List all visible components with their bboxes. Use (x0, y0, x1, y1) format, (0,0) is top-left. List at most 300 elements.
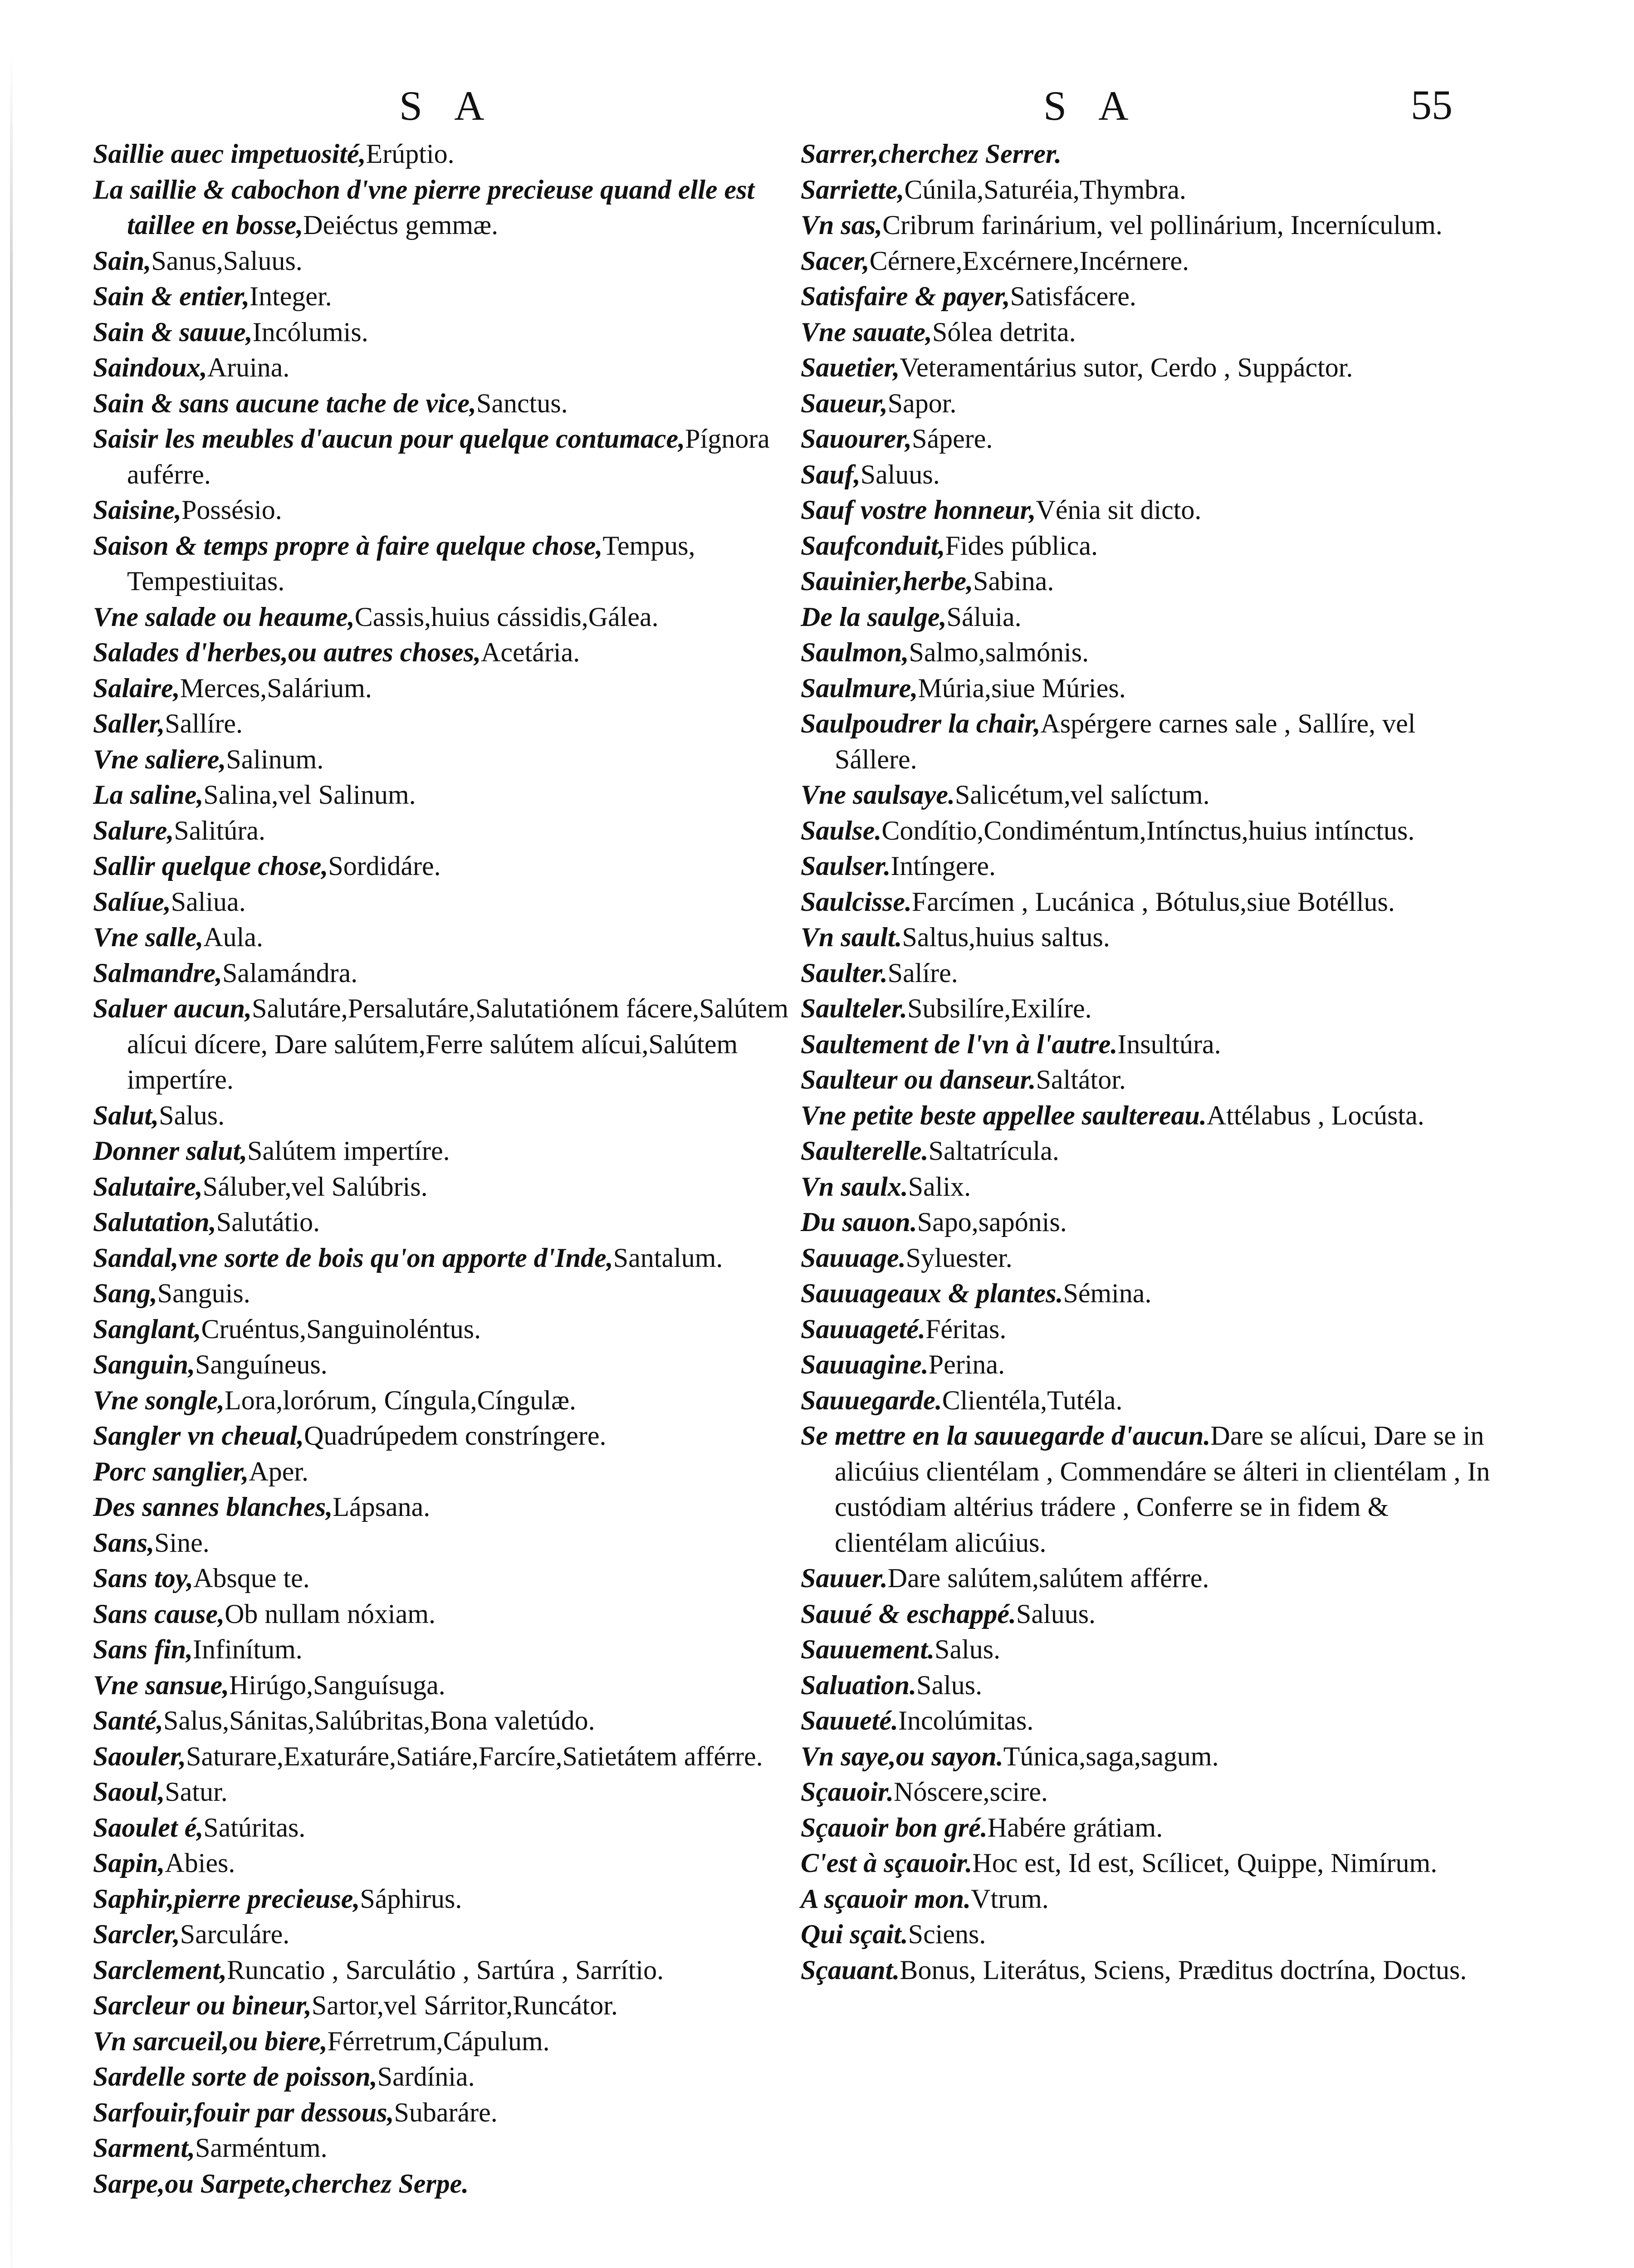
dictionary-entry (801, 1774, 1504, 1810)
dictionary-entry (801, 528, 1504, 564)
dictionary-entry (801, 421, 1504, 457)
dictionary-entry (93, 1810, 792, 1846)
entry-translation: Salix. (908, 1171, 971, 1202)
entry-translation: Sáluber,vel Salúbris. (202, 1171, 428, 1202)
dictionary-entry (93, 1204, 792, 1240)
dictionary-entry (801, 314, 1504, 350)
dictionary-entry (93, 670, 792, 706)
entry-headword: Saindoux, (93, 352, 207, 382)
entry-translation: Cribrum farinárium, vel pollinárium, Incernículum. (882, 210, 1443, 240)
entry-translation: Nóscere,scire. (894, 1777, 1048, 1807)
entry-headword: Saoulet é, (93, 1812, 204, 1843)
entry-translation: Lápsana. (333, 1492, 431, 1522)
dictionary-entry (93, 1845, 792, 1881)
entry-headword: Sans, (93, 1527, 155, 1558)
entry-translation: Aula. (203, 922, 263, 952)
entry-translation: Tempus, Tempestiuitas. (127, 530, 695, 596)
entry-translation: Sáluia. (946, 601, 1022, 632)
entry-translation: Saltatrícula. (928, 1136, 1059, 1166)
entry-translation: Runcatio , Sarculátio , Sartúra , Sarrítio. (227, 1955, 664, 1985)
entry-translation: Salus. (159, 1100, 225, 1130)
entry-headword: Saufconduit, (801, 530, 945, 561)
dictionary-entry (93, 919, 792, 955)
entry-headword: Sardelle sorte de poisson, (93, 2062, 377, 2092)
entry-translation: Condítio,Condiméntum,Intínctus,huius intínctus. (881, 815, 1415, 846)
entry-translation: Vénia sit dicto. (1036, 495, 1202, 525)
entry-headword: Saluation. (801, 1670, 917, 1700)
entry-headword: Sain & sauue, (93, 317, 253, 347)
dictionary-entry (801, 457, 1504, 493)
dictionary-entry (93, 2059, 792, 2095)
entry-translation: Sine. (154, 1527, 210, 1558)
entry-translation: Aruina. (207, 352, 290, 382)
entry-translation: Intíngere. (890, 851, 996, 881)
entry-headword: Sauuement. (801, 1634, 935, 1664)
entry-translation: Bonus, Literátus, Sciens, Præditus doctrína, Doctus. (900, 1955, 1467, 1985)
entry-translation: Sápere. (912, 424, 993, 454)
entry-headword: Sauuageté. (801, 1314, 926, 1344)
dictionary-entry (801, 1810, 1504, 1846)
entry-translation: Sanguíneus. (195, 1349, 328, 1379)
entry-headword: Vne saulsaye. (801, 780, 955, 810)
entry-translation: Sémina. (1063, 1278, 1152, 1308)
entry-headword: Sangler vn cheual, (93, 1421, 304, 1451)
dictionary-entry (801, 991, 1504, 1026)
entry-headword: Qui sçait. (801, 1919, 908, 1949)
entry-headword: Vne sauate, (801, 317, 933, 347)
entry-translation: Deiéctus gemmæ. (303, 210, 499, 240)
entry-headword: Sans toy, (93, 1563, 194, 1593)
entry-headword: Sain & entier, (93, 281, 250, 311)
entry-translation: Satisfácere. (1010, 281, 1136, 311)
entry-translation: Salus. (916, 1670, 983, 1700)
entry-translation: Subaráre. (394, 2097, 498, 2127)
entry-headword: Sanguin, (93, 1349, 196, 1379)
dictionary-entry (93, 350, 792, 386)
entry-headword: Saluer aucun, (93, 993, 252, 1023)
entry-headword: Donner salut, (93, 1136, 248, 1166)
dictionary-entry (801, 670, 1504, 706)
dictionary-entry (801, 563, 1504, 599)
entry-headword: Sauuage. (801, 1242, 906, 1273)
entry-headword: De la saulge, (801, 601, 947, 632)
entry-translation: Salina,vel Salinum. (203, 780, 416, 810)
entry-translation: Salíre. (887, 958, 958, 988)
dictionary-entry (801, 955, 1504, 991)
entry-translation: Féritas. (925, 1314, 1007, 1344)
dictionary-entry (801, 1311, 1504, 1347)
entry-translation: Salutátio. (216, 1207, 320, 1237)
entry-translation: Dare salútem,salútem afférre. (887, 1563, 1209, 1593)
dictionary-entry (801, 136, 1504, 172)
dictionary-entry (93, 1383, 792, 1418)
dictionary-entry (801, 1596, 1504, 1632)
dictionary-entry (93, 1703, 792, 1739)
entry-headword: A sçauoir mon. (801, 1883, 971, 1914)
dictionary-entry (93, 1525, 792, 1561)
entry-translation: Hoc est, Id est, Scílicet, Quippe, Nimírum. (972, 1848, 1438, 1878)
entry-headword: Sçauoir bon gré. (801, 1812, 988, 1843)
entry-translation: Absque te. (193, 1563, 310, 1593)
page-number: 55 (1411, 82, 1453, 128)
entry-translation: Subsilíre,Exilíre. (907, 993, 1092, 1023)
entry-translation: Dare se alícui, Dare se in alicúius clientélam , Commendáre se álteri in clientélam , In custódiam altérius trádere , Conferre se in fidem & clientélam alicúius. (835, 1421, 1490, 1558)
dictionary-entry (93, 243, 792, 279)
entry-translation: Lora,lorórum, Cíngula,Cíngulæ. (225, 1385, 576, 1415)
entry-headword: Sapin, (93, 1848, 165, 1878)
entry-headword: Sauuageaux & plantes. (801, 1278, 1063, 1308)
entry-translation: Sanguis. (157, 1278, 250, 1308)
dictionary-entry (801, 1347, 1504, 1383)
entry-translation: Incolúmitas. (898, 1706, 1034, 1735)
entry-translation: Sallíre. (165, 709, 243, 738)
entry-translation: Possésio. (181, 495, 282, 525)
entry-headword: Salutation, (93, 1207, 216, 1237)
entry-headword: Saulteler. (801, 993, 908, 1023)
entry-headword: Saulse. (801, 815, 882, 846)
entry-headword: Sarcler, (93, 1919, 180, 1949)
entry-translation: Salus. (934, 1634, 1001, 1664)
dictionary-column-left (93, 136, 792, 2201)
dictionary-entry (93, 492, 792, 528)
entry-translation: Clientéla,Tutéla. (942, 1385, 1123, 1415)
entry-headword: Du sauon. (801, 1207, 917, 1237)
entry-headword: Vn sas, (801, 210, 883, 240)
dictionary-entry (93, 421, 792, 492)
entry-headword: Vne salle, (93, 922, 204, 952)
dictionary-entry (93, 2024, 792, 2059)
entry-headword: Saulteur ou danseur. (801, 1065, 1036, 1095)
dictionary-entry (801, 492, 1504, 528)
entry-headword: Saillie auec impetuosité, (93, 139, 366, 169)
entry-headword: Sauuegarde. (801, 1385, 942, 1415)
entry-headword: Sauourer, (801, 424, 912, 454)
entry-headword: Vne salade ou heaume, (93, 601, 355, 632)
dictionary-entry (93, 813, 792, 849)
entry-headword: C'est à sçauoir. (801, 1848, 973, 1878)
dictionary-entry (801, 386, 1504, 421)
entry-translation: Satúritas. (203, 1812, 306, 1843)
dictionary-entry (801, 1276, 1504, 1311)
entry-headword: Saphir,pierre precieuse, (93, 1883, 360, 1914)
page-edge-shadow (10, 54, 13, 2268)
entry-headword: Salure, (93, 815, 174, 846)
entry-headword: Des sannes blanches, (93, 1492, 333, 1522)
entry-headword: Saulmon, (801, 637, 909, 667)
entry-translation: Salinum. (226, 744, 324, 774)
entry-headword: Sauuer. (801, 1563, 888, 1593)
entry-headword: Sarment, (93, 2133, 196, 2163)
entry-headword: Sçauant. (801, 1955, 900, 1985)
dictionary-entry (801, 279, 1504, 314)
entry-translation: Saltus,huius saltus. (902, 922, 1110, 952)
entry-translation: Fides pública. (945, 530, 1098, 561)
dictionary-entry (801, 1916, 1504, 1952)
entry-translation: Sciens. (908, 1919, 986, 1949)
dictionary-entry (93, 2166, 792, 2202)
entry-translation: Insultúra. (1117, 1029, 1221, 1059)
entry-headword: Sauf, (801, 459, 861, 489)
dictionary-entry (93, 1347, 792, 1383)
dictionary-entry (801, 777, 1504, 813)
dictionary-entry (93, 1133, 792, 1169)
entry-translation: Quadrúpedem constríngere. (304, 1421, 607, 1451)
entry-translation: Sanctus. (476, 388, 568, 418)
entry-translation: Incólumis. (252, 317, 368, 347)
entry-headword: Sauueté. (801, 1706, 899, 1735)
dictionary-entry (801, 243, 1504, 279)
entry-translation: Salitúra. (174, 815, 266, 846)
dictionary-entry (93, 706, 792, 742)
entry-headword: Sang, (93, 1278, 157, 1308)
dictionary-entry (801, 1098, 1504, 1134)
entry-headword: Vn sault. (801, 922, 902, 952)
entry-headword: Vne sansue, (93, 1670, 230, 1700)
entry-headword: Saisine, (93, 495, 182, 525)
dictionary-entry (93, 955, 792, 991)
entry-headword: Saulterelle. (801, 1136, 929, 1166)
entry-translation: Múria,siue Múries. (918, 673, 1126, 703)
dictionary-entry (801, 1418, 1504, 1560)
entry-headword: Vn saye,ou sayon. (801, 1741, 1003, 1771)
entry-headword: Salíue, (93, 886, 171, 917)
entry-headword: Sauetier, (801, 352, 900, 382)
entry-translation: Saliua. (171, 886, 246, 917)
entry-translation: Infinítum. (193, 1634, 303, 1664)
dictionary-entry (93, 1632, 792, 1667)
dictionary-entry (801, 1383, 1504, 1418)
entry-translation: Habére grátiam. (987, 1812, 1163, 1843)
dictionary-entry (801, 1026, 1504, 1062)
dictionary-entry (93, 2095, 792, 2131)
running-head-left: SA (399, 83, 516, 129)
entry-headword: Saulter. (801, 958, 888, 988)
entry-headword: Saoul, (93, 1777, 165, 1807)
dictionary-entry (93, 991, 792, 1098)
entry-translation: Salmo,salmónis. (909, 637, 1089, 667)
running-head-right: SA (1043, 83, 1160, 129)
entry-translation: Salutáre,Persalutáre,Salutatiónem fácere,Salútem alícui dícere, Dare salútem,Ferre salútem alícui,Salútem impertíre. (127, 993, 789, 1095)
dictionary-entry (93, 599, 792, 635)
dictionary-entry (93, 1916, 792, 1952)
entry-translation: Férretrum,Cápulum. (327, 2026, 550, 2056)
dictionary-entry (801, 1133, 1504, 1169)
entry-translation: Aspérgere carnes sale , Sallíre, vel Sállere. (835, 709, 1416, 774)
entry-translation: Sólea detrita. (932, 317, 1076, 347)
dictionary-entry (801, 1952, 1504, 1988)
dictionary-entry (801, 172, 1504, 208)
entry-translation: Sanus,Saluus. (151, 245, 303, 276)
entry-headword: La saillie & cabochon d'vne pierre precieuse quand elle est taillee en bosse, (93, 174, 755, 240)
dictionary-entry (93, 1560, 792, 1596)
entry-headword: Sarclement, (93, 1955, 227, 1985)
entry-headword: Sain & sans aucune tache de vice, (93, 388, 477, 418)
entry-translation: Cérnere,Excérnere,Incérnere. (869, 245, 1189, 276)
dictionary-column-right (801, 136, 1504, 1988)
entry-headword: Salades d'herbes,ou autres choses, (93, 637, 481, 667)
entry-headword: Vne saliere, (93, 744, 226, 774)
dictionary-entry (93, 742, 792, 777)
entry-headword: Salmandre, (93, 958, 223, 988)
entry-translation: Ob nullam nóxiam. (225, 1598, 436, 1629)
dictionary-entry (801, 1703, 1504, 1739)
entry-translation: Attélabus , Locústa. (1206, 1100, 1424, 1130)
entry-headword: Sandal,vne sorte de bois qu'on apporte d'Inde, (93, 1242, 613, 1273)
entry-headword: Vn sarcueil,ou biere, (93, 2026, 328, 2056)
entry-translation: Abies. (165, 1848, 235, 1878)
entry-translation: Sabina. (973, 566, 1054, 596)
entry-headword: Sauinier,herbe, (801, 566, 974, 596)
entry-headword: Sallir quelque chose, (93, 851, 328, 881)
entry-translation: Sapo,sapónis. (917, 1207, 1067, 1237)
entry-translation: Hirúgo,Sanguísuga. (229, 1670, 445, 1700)
dictionary-entry (93, 777, 792, 813)
entry-translation: Farcímen , Lucánica , Bótulus,siue Botéllus. (912, 886, 1395, 917)
dictionary-entry (93, 314, 792, 350)
entry-headword: Satisfaire & payer, (801, 281, 1010, 311)
entry-translation: Saltátor. (1036, 1065, 1126, 1095)
dictionary-entry (801, 884, 1504, 920)
entry-headword: Sans cause, (93, 1598, 225, 1629)
dictionary-entry (93, 1881, 792, 1917)
entry-translation: Saluus. (860, 459, 940, 489)
dictionary-entry (93, 2130, 792, 2166)
dictionary-entry (93, 386, 792, 421)
dictionary-entry (93, 1454, 792, 1490)
dictionary-entry (93, 1098, 792, 1134)
entry-headword: Santé, (93, 1706, 164, 1735)
dictionary-entry (801, 1632, 1504, 1667)
entry-translation: Salamándra. (222, 958, 358, 988)
dictionary-entry (93, 1739, 792, 1774)
dictionary-entry (93, 1169, 792, 1205)
dictionary-entry (93, 848, 792, 884)
dictionary-entry (93, 1418, 792, 1454)
entry-headword: Sarriette, (801, 174, 905, 205)
entry-translation: Cúnila,Saturéia,Thymbra. (904, 174, 1186, 205)
entry-translation: Syluester. (905, 1242, 1013, 1273)
dictionary-entry (801, 848, 1504, 884)
dictionary-entry (801, 635, 1504, 670)
entry-headword: Salutaire, (93, 1171, 203, 1202)
entry-headword: Sauf vostre honneur, (801, 495, 1036, 525)
dictionary-entry (801, 1560, 1504, 1596)
dictionary-entry (801, 207, 1504, 243)
entry-headword: La saline, (93, 780, 204, 810)
entry-translation: Sardínia. (377, 2062, 475, 2092)
dictionary-entry (801, 1739, 1504, 1774)
entry-translation: Veteramentárius sutor, Cerdo , Suppáctor. (900, 352, 1353, 382)
entry-translation: Vtrum. (971, 1883, 1049, 1914)
entry-headword: Sain, (93, 245, 152, 276)
dictionary-entry (801, 1240, 1504, 1276)
entry-headword: Sanglant, (93, 1314, 201, 1344)
dictionary-entry (801, 813, 1504, 849)
entry-translation: Integer. (250, 281, 332, 311)
entry-translation: Erúptio. (366, 139, 455, 169)
dictionary-entry (801, 919, 1504, 955)
dictionary-entry (801, 1169, 1504, 1205)
entry-translation: Perina. (928, 1349, 1005, 1379)
dictionary-entry (93, 1276, 792, 1311)
entry-translation: Cruéntus,Sanguinoléntus. (201, 1314, 481, 1344)
entry-headword: Salut, (93, 1100, 159, 1130)
dictionary-entry (801, 706, 1504, 777)
entry-headword: Saulcisse. (801, 886, 912, 917)
entry-headword: Saulpoudrer la chair, (801, 709, 1041, 738)
entry-headword: Saisir les meubles d'aucun pour quelque contumace, (93, 424, 685, 454)
dictionary-entry (93, 635, 792, 670)
entry-headword: Saueur, (801, 388, 888, 418)
entry-headword: Sarpe,ou Sarpete,cherchez Serpe. (93, 2168, 469, 2199)
entry-translation: Acetária. (481, 637, 580, 667)
dictionary-entry (93, 1952, 792, 1988)
entry-headword: Sauué & eschappé. (801, 1598, 1017, 1629)
dictionary-entry (93, 1774, 792, 1810)
dictionary-entry (93, 528, 792, 599)
dictionary-entry (93, 884, 792, 920)
entry-translation: Saturare,Exaturáre,Satiáre,Farcíre,Satietátem afférre. (186, 1741, 763, 1771)
dictionary-entry (801, 1667, 1504, 1703)
dictionary-entry (801, 350, 1504, 386)
entry-translation: Salútem impertíre. (247, 1136, 450, 1166)
dictionary-entry (93, 1240, 792, 1276)
dictionary-entry (93, 1489, 792, 1525)
dictionary-entry (801, 1062, 1504, 1098)
entry-headword: Porc sanglier, (93, 1456, 249, 1486)
dictionary-entry (801, 1845, 1504, 1881)
entry-translation: Pígnora auférre. (127, 424, 770, 489)
dictionary-entry (93, 1596, 792, 1632)
entry-headword: Saller, (93, 709, 165, 738)
entry-translation: Salus,Sánitas,Salúbritas,Bona valetúdo. (163, 1706, 595, 1735)
entry-headword: Saultement de l'vn à l'autre. (801, 1029, 1118, 1059)
dictionary-entry (93, 1311, 792, 1347)
entry-headword: Vne petite beste appellee saultereau. (801, 1100, 1207, 1130)
entry-headword: Saulmure, (801, 673, 918, 703)
entry-headword: Sauuagine. (801, 1349, 929, 1379)
dictionary-entry (93, 1667, 792, 1703)
dictionary-entry (93, 172, 792, 243)
entry-headword: Vne songle, (93, 1385, 225, 1415)
entry-translation: Aper. (249, 1456, 308, 1486)
entry-headword: Salaire, (93, 673, 180, 703)
entry-translation: Salicétum,vel salíctum. (955, 780, 1210, 810)
dictionary-entry (93, 279, 792, 314)
entry-headword: Sarrer,cherchez Serrer. (801, 139, 1062, 169)
entry-headword: Sçauoir. (801, 1777, 894, 1807)
entry-headword: Saison & temps propre à faire quelque chose, (93, 530, 603, 561)
entry-translation: Cassis,huius cássidis,Gálea. (354, 601, 659, 632)
entry-translation: Sartor,vel Sárritor,Runcátor. (311, 1990, 618, 2020)
entry-headword: Sans fin, (93, 1634, 193, 1664)
dictionary-entry (93, 1988, 792, 2024)
entry-headword: Sarcleur ou bineur, (93, 1990, 312, 2020)
dictionary-entry (93, 136, 792, 172)
entry-translation: Santalum. (613, 1242, 723, 1273)
entry-headword: Sacer, (801, 245, 870, 276)
dictionary-entry (801, 1204, 1504, 1240)
dictionary-entry (801, 599, 1504, 635)
entry-headword: Sarfouir,fouir par dessous, (93, 2097, 394, 2127)
entry-translation: Merces,Salárium. (180, 673, 372, 703)
entry-translation: Saluus. (1016, 1598, 1096, 1629)
entry-translation: Sarméntum. (195, 2133, 328, 2163)
entry-translation: Sapor. (887, 388, 957, 418)
entry-translation: Sordidáre. (328, 851, 441, 881)
entry-headword: Saouler, (93, 1741, 186, 1771)
entry-translation: Sarculáre. (180, 1919, 290, 1949)
